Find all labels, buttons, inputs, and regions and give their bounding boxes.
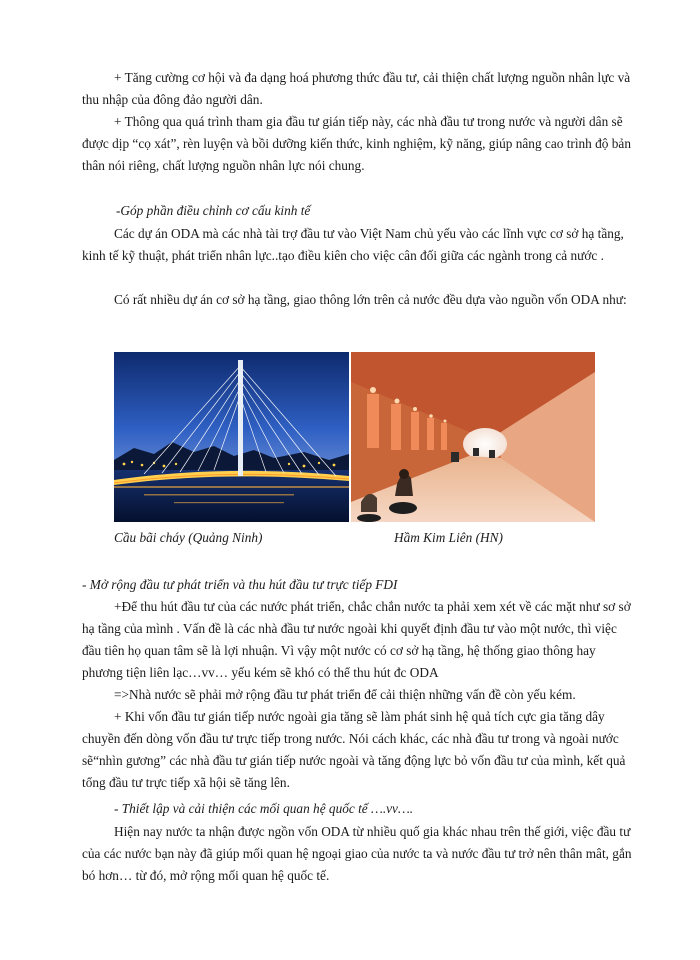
paragraph-oda-projects: Các dự án ODA mà các nhà tài trợ đầu tư vào Việt Nam chủ yếu vào các lĩnh vực cơ sở hạ tầng, kinh tế kỹ thuật, phát triển nhân lực..tạo điều kiên cho việc cân đối giữa các ngành trong cả nước .: [82, 226, 624, 263]
caption-tunnel: Hầm Kim Liên (HN): [394, 530, 503, 545]
caption-bridge: Cầu bãi cháy (Quảng Ninh): [114, 530, 263, 545]
heading-international-relations: - Thiết lập và cải thiện các mối quan hệ quốc tế ….vv….: [114, 801, 414, 816]
paragraph-investment-opportunity: + Tăng cường cơ hội và đa dạng hoá phương thức đầu tư, cải thiện chất lượng nguồn nhân lực và thu nhập của đông đảo người dân.: [82, 70, 631, 107]
heading-economic-structure: -Góp phần điều chỉnh cơ cấu kinh tế: [116, 203, 311, 218]
paragraph-domestic-investors: + Thông qua quá trình tham gia đầu tư gián tiếp này, các nhà đầu tư trong nước và người dân sẽ được dịp “cọ xát”, rèn luyện và bồi dưỡng kiến thức, kinh nghiệm, kỹ năng, giúp nâng cao trình độ bản thân nói riêng, chất lượng nguồn nhân lực nói chung.: [82, 114, 631, 173]
paragraph-indirect-investment: + Khi vốn đầu tư gián tiếp nước ngoài gia tăng sẽ làm phát sinh hệ quả tích cực gia tăng dây chuyền đến dòng vốn đầu tư trực tiếp trong nước. Nói cách khác, các nhà đầu tư trong và ngoài nước sẽ“nhìn gương” các nhà đầu tư gián tiếp nước ngoài và tăng động lực bỏ vốn đầu tư của mình, kết quả tổng đầu tư trực tiếp xã hội sẽ tăng lên.: [82, 709, 626, 790]
paragraph-state-expand: =>Nhà nước sẽ phải mở rộng đầu tư phát triển để cải thiện những vấn đề còn yếu kém.: [114, 687, 576, 702]
bridge-photo: [114, 352, 349, 522]
paragraph-infrastructure-projects: Có rất nhiều dự án cơ sở hạ tầng, giao thông lớn trên cả nước đều dựa vào nguồn vốn ODA như:: [114, 292, 627, 307]
tunnel-photo: [351, 352, 595, 522]
paragraph-oda-relations: Hiện nay nước ta nhận được ngồn vốn ODA từ nhiều quố gia khác nhau trên thế giới, việc đầu tư của các nước bạn này đã giúp mối quan hệ ngoại giao của nước ta và nước đầu tư trở nên thân mât, gắn bó hơn… từ đó, mở rộng mối quan hệ quốc tế.: [82, 824, 632, 883]
heading-fdi: - Mở rộng đầu tư phát triển và thu hút đầu tư trực tiếp FDI: [82, 577, 398, 592]
paragraph-attract-investment: +Để thu hút đầu tư của các nước phát triển, chắc chắn nước ta phải xem xét về các mặt như sơ sở hạ tầng của mình . Vấn đề là các nhà đầu tư nước ngoài khi quyết định đầu tư vào một nước, thì việc đầu tiên họ quan tâm sẽ là lợi nhuận. Vì vậy một nước có cơ sở hạ tầng, hệ thống giao thông hay phương tiện liên lạc…vv… yếu kém sẽ khó có thể thu hút đc ODA: [82, 599, 631, 680]
